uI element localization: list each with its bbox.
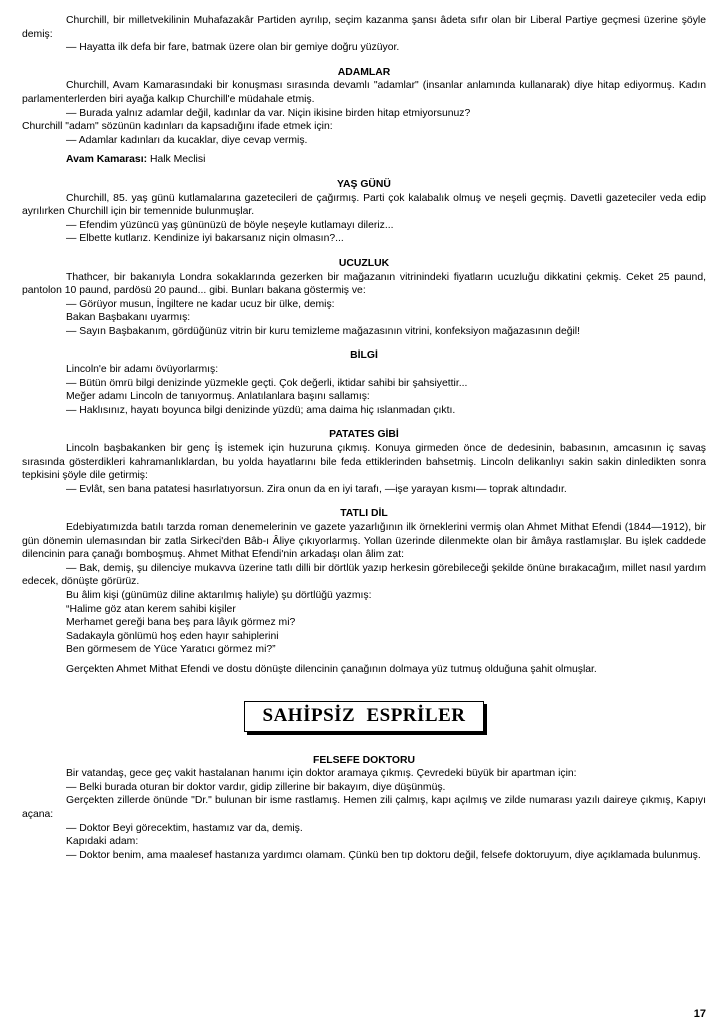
felsefe-line-4: Kapıdaki adam: [66,836,139,848]
felsefe-line-3: — Doktor Beyi görecektim, hastamız var da, demiş. [66,822,303,834]
section-banner: SAHİPSİZ ESPRİLER [244,701,485,732]
heading-bilgi: BİLGİ [350,350,378,362]
heading-tatli-dil: TATLI DİL [340,508,388,520]
intro-quote: — Hayatta ilk defa bir fare, batmak üzere olan bir gemiye doğru yüzüyor. [66,42,400,54]
verse-line-4: Ben görmesem de Yüce Yaratıcı görmez mi?” [66,644,276,656]
page-number: 17 [693,1008,706,1020]
heading-ucuzluk: UCUZLUK [338,257,390,269]
tatli-dil-paragraph-1: Edebiyatımızda batılı tarzda roman denemelerinin ve gazete yazarlığının ilk örneklerini vermiş olan Ahmet Mithat Efendi (1844—1912), bir gün dönemin ulemasından bir zatla Sirkeci'den Bâb-ı Âliye çıkıyorlarmış. Yollan üzerinde dilenmekte olan bir âmâya rastlamışlar. Bu işlek caddede dilencinin para çanağı bomboşmuş. Ahmet Mithat Efendi'nin arkadaşı olan âlim zat: [22,522,706,561]
note-term: Avam Kamarası: [66,154,148,166]
heading-yas-gunu: YAŞ GÜNÜ [337,178,391,190]
ucuzluk-line-2: Bakan Başbakanı uyarmış: [66,312,191,324]
adamlar-note [22,153,706,167]
adamlar-line-2: Churchill "adam" sözünün kadınları da kapsadığını ifade etmek için: [22,121,333,133]
felsefe-paragraph-2: — Doktor benim, ama maalesef hastanıza yardımcı olamam. Çünkü ben tıp doktoru değil, felsefe doktoruyum, diye açıklamada bulunmuş. [66,849,701,861]
felsefe-line-2: — Belki burada oturan bir doktor vardır, gidip zillerine bir bakayım, diye düşünmüş. [66,781,446,793]
ucuzluk-line-3: — Sayın Başbakanım, gördüğünüz vitrin bir kuru temizleme mağazasının vitrini, konfeksiyon mağazasının değil! [66,325,581,337]
heading-adamlar: ADAMLAR [337,66,391,78]
adamlar-line-3: — Adamlar kadınları da kucaklar, diye cevap vermiş. [66,134,308,146]
verse-line-2: Merhamet gereği bana beş para lâyık görmez mi? [66,617,296,629]
felsefe-line-1: Bir vatandaş, gece geç vakit hastalanan hanımı için doktor aramaya çıkmış. Çevredeki büyük bir apartman için: [66,768,577,780]
yas-gunu-line-2: — Elbette kutlarız. Kendinize iyi bakarsanız niçin olmasın?... [66,233,344,245]
patates-line-1: — Evlât, sen bana patatesi hasırlatıyorsun. Zira onun da en iyi tarafı, —işe yarayan kısmı— toprak altındadır. [66,483,567,495]
ucuzluk-line-1: — Görüyor musun, İngiltere ne kadar ucuz bir ülke, demiş: [66,298,335,310]
yas-gunu-line-1: — Efendim yüzüncü yaş gününüzü de böyle neşeyle kutlamayı dileriz... [66,219,394,231]
verse-line-1: “Halime göz atan kerem sahibi kişiler [66,603,236,615]
adamlar-line-1: — Burada yalnız adamlar değil, kadınlar da var. Niçin ikisine birden hitap etmiyorsunuz? [66,107,471,119]
intro-paragraph: Churchill, bir milletvekilinin Muhafazakâr Partiden ayrılıp, seçim kazanma şansı âdeta sıfır olan bir Liberal Partiye geçmesi üzerine şöyle demiş: [22,15,706,40]
ucuzluk-paragraph: Thathcer, bir bakanıyla Londra sokaklarında gezerken bir mağazanın vitrinindeki fiyatların ucuzluğu dikkatini çekmiş. Ceket 25 paund, pantolon 10 paund, pardösü 20 paund... gibi. Bunları bakana göstermiş ve: [22,271,706,297]
tatli-dil-paragraph-2: — Bak, demiş, şu dilenciye mukavva üzerine tatlı dilli bir dörtlük yazıp herkesin görebileceği şekilde önüne bırakacağım, millet nasıl yardım edecek, dönüşte görürüz. [22,562,706,588]
tatli-dil-line-1: Bu âlim kişi (günümüz diline aktarılmış haliyle) şu dörtlüğü yazmış: [66,589,372,601]
tatli-dil-line-2: Gerçekten Ahmet Mithat Efendi ve dostu dönüşte dilencinin çanağının dolmaya yüz tutmuş olduğuna şahit olmuşlar. [66,663,597,675]
adamlar-paragraph: Churchill, Avam Kamarasındaki bir konuşması sırasında devamlı "adamlar" (insanlar anlamında kullanarak) diye hitap ediyormuş. Kadın parlamenterlerden biri ayağa kalkıp Churchill'e müdahale etmiş. [22,80,706,105]
patates-paragraph: Lincoln başbakanken bir genç İş istemek için huzuruna çıkmış. Konuya girmeden önce de dedesinin, babasının, amcasının iç savaş sırasında gösterdikleri kahramanlıklardan, bu yolda hayatlarını bile feda ettiklerinden bahsetmiş. Lincoln delikanlıyı sakin sakin dinledikten sonra tepkisini şöyle dile getirmiş: [22,443,706,482]
section-banner-wrap [22,701,706,732]
bilgi-line-2: — Bütün ömrü bilgi denizinde yüzmekle geçti. Çok değerli, iktidar sahibi bir şahsiyettir... [66,377,468,389]
bilgi-line-3: Meğer adamı Lincoln de tanıyormuş. Anlatılanlara başını sallamış: [66,391,370,403]
note-definition: Halk Meclisi [147,154,206,166]
verse-line-3: Sadakayla gönlümü hoş eden hayır sahiplerini [66,630,279,642]
bilgi-line-1: Lincoln'e bir adamı övüyorlarmış: [66,364,219,376]
felsefe-paragraph-1: Gerçekten zillerde önünde "Dr." bulunan bir isme rastlamış. Hemen zili çalmış, kapı açılmış ve zilde numarası yazılı daireye çıkmış, Kapıyı açana: [22,795,706,820]
bilgi-line-4: — Haklısınız, hayatı boyunca bilgi denizinde yüzdü; ama daima hiç ıslanmadan çıktı. [66,404,456,416]
heading-felsefe: FELSEFE DOKTORU [313,754,415,766]
heading-patates: PATATES GİBİ [329,429,399,441]
yas-gunu-paragraph: Churchill, 85. yaş günü kutlamalarına gazetecileri de çağırmış. Parti çok kalabalık olmuş ve neşeli geçmiş. Davetli gazeteciler veda edip ayrılırken Churchill için bir temennide bulunmuşlar. [22,192,706,218]
